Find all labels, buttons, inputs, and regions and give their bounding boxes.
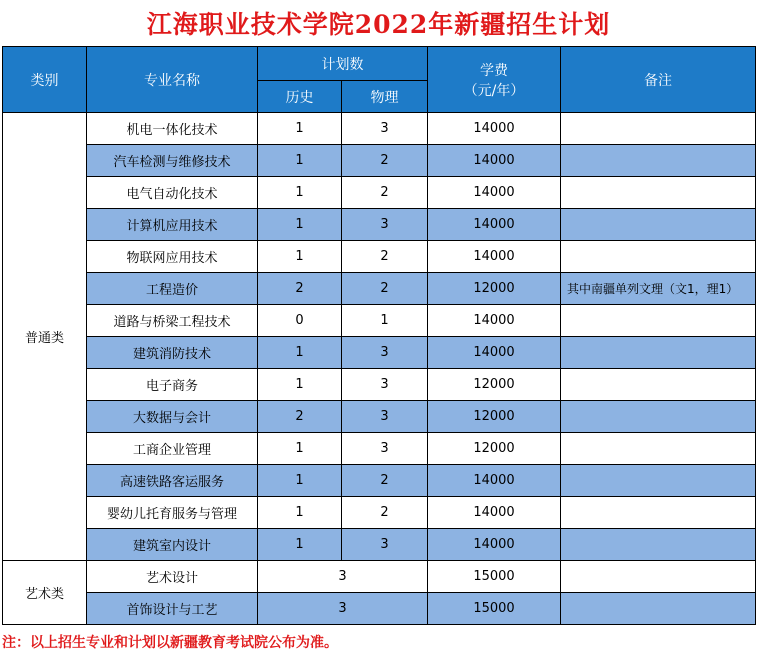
history-cell: 1 — [258, 369, 342, 401]
tuition-cell: 14000 — [428, 209, 561, 241]
note-cell — [561, 337, 756, 369]
note-cell — [561, 113, 756, 145]
history-cell: 1 — [258, 145, 342, 177]
header-tuition-unit: （元/年） — [463, 82, 525, 99]
plan-cell: 3 — [258, 561, 428, 593]
physics-cell: 3 — [342, 113, 428, 145]
tuition-cell: 12000 — [428, 273, 561, 305]
physics-cell: 2 — [342, 241, 428, 273]
history-cell: 1 — [258, 177, 342, 209]
tuition-cell: 14000 — [428, 145, 561, 177]
major-cell: 道路与桥梁工程技术 — [87, 305, 258, 337]
note-cell — [561, 497, 756, 529]
history-cell: 1 — [258, 497, 342, 529]
major-cell: 机电一体化技术 — [87, 113, 258, 145]
header-physics: 物理 — [342, 81, 428, 113]
plan-cell: 3 — [258, 593, 428, 625]
note-cell — [561, 369, 756, 401]
physics-cell: 3 — [342, 337, 428, 369]
note-cell — [561, 401, 756, 433]
physics-cell: 2 — [342, 177, 428, 209]
major-cell: 艺术设计 — [87, 561, 258, 593]
note-cell — [561, 305, 756, 337]
history-cell: 1 — [258, 337, 342, 369]
table-row — [3, 145, 756, 177]
header-note: 备注 — [561, 47, 756, 113]
note-cell: 其中南疆单列文理（文1，理1） — [561, 273, 756, 305]
physics-cell: 2 — [342, 497, 428, 529]
major-cell: 计算机应用技术 — [87, 209, 258, 241]
note-cell — [561, 209, 756, 241]
header-history: 历史 — [258, 81, 342, 113]
table-row — [3, 465, 756, 497]
history-cell: 1 — [258, 113, 342, 145]
tuition-cell: 14000 — [428, 465, 561, 497]
history-cell: 2 — [258, 273, 342, 305]
tuition-cell: 14000 — [428, 113, 561, 145]
physics-cell: 2 — [342, 273, 428, 305]
category-cell: 普通类 — [3, 113, 87, 561]
physics-cell: 2 — [342, 465, 428, 497]
footer-note: 注：以上招生专业和计划以新疆教育考试院公布为准。 — [2, 635, 338, 651]
physics-cell: 3 — [342, 369, 428, 401]
header-tuition — [428, 47, 561, 113]
note-cell — [561, 593, 756, 625]
note-cell — [561, 465, 756, 497]
note-cell — [561, 145, 756, 177]
tuition-cell: 14000 — [428, 305, 561, 337]
table-row — [3, 273, 756, 305]
tuition-cell: 14000 — [428, 337, 561, 369]
major-cell: 工程造价 — [87, 273, 258, 305]
header-category: 类别 — [3, 47, 87, 113]
tuition-cell: 14000 — [428, 497, 561, 529]
tuition-cell: 12000 — [428, 433, 561, 465]
major-cell: 高速铁路客运服务 — [87, 465, 258, 497]
table-row — [3, 209, 756, 241]
major-cell: 电气自动化技术 — [87, 177, 258, 209]
history-cell: 2 — [258, 401, 342, 433]
table-row — [3, 433, 756, 465]
table-row — [3, 305, 756, 337]
tuition-cell: 15000 — [428, 561, 561, 593]
tuition-cell: 14000 — [428, 529, 561, 561]
major-cell: 物联网应用技术 — [87, 241, 258, 273]
major-cell: 首饰设计与工艺 — [87, 593, 258, 625]
note-cell — [561, 561, 756, 593]
table-row — [3, 369, 756, 401]
physics-cell: 3 — [342, 433, 428, 465]
page-title: 江海职业技术学院2022年新疆招生计划 — [146, 10, 611, 39]
major-cell: 电子商务 — [87, 369, 258, 401]
major-cell: 建筑室内设计 — [87, 529, 258, 561]
table-row — [3, 177, 756, 209]
physics-cell: 2 — [342, 145, 428, 177]
note-cell — [561, 433, 756, 465]
table-row — [3, 497, 756, 529]
table-row — [3, 401, 756, 433]
tuition-cell: 14000 — [428, 241, 561, 273]
history-cell: 1 — [258, 529, 342, 561]
note-cell — [561, 241, 756, 273]
physics-cell: 3 — [342, 529, 428, 561]
history-cell: 1 — [258, 241, 342, 273]
history-cell: 1 — [258, 209, 342, 241]
history-cell: 1 — [258, 433, 342, 465]
history-cell: 1 — [258, 465, 342, 497]
table-row — [3, 113, 756, 145]
header-tuition-label: 学费 — [480, 62, 508, 79]
tuition-cell: 12000 — [428, 401, 561, 433]
major-cell: 工商企业管理 — [87, 433, 258, 465]
major-cell: 汽车检测与维修技术 — [87, 145, 258, 177]
major-cell: 婴幼儿托育服务与管理 — [87, 497, 258, 529]
note-cell — [561, 177, 756, 209]
major-cell: 建筑消防技术 — [87, 337, 258, 369]
history-cell: 0 — [258, 305, 342, 337]
physics-cell: 3 — [342, 209, 428, 241]
header-major: 专业名称 — [87, 47, 258, 113]
tuition-cell: 15000 — [428, 593, 561, 625]
tuition-cell: 14000 — [428, 177, 561, 209]
major-cell: 大数据与会计 — [87, 401, 258, 433]
category-cell: 艺术类 — [3, 561, 87, 625]
admission-plan-table — [2, 46, 756, 625]
note-cell — [561, 529, 756, 561]
header-row — [3, 47, 756, 81]
table-row — [3, 241, 756, 273]
table-row — [3, 337, 756, 369]
tuition-cell: 12000 — [428, 369, 561, 401]
physics-cell: 3 — [342, 401, 428, 433]
header-plan: 计划数 — [258, 47, 428, 81]
table-row — [3, 529, 756, 561]
table-row — [3, 561, 756, 593]
physics-cell: 1 — [342, 305, 428, 337]
table-row — [3, 593, 756, 625]
